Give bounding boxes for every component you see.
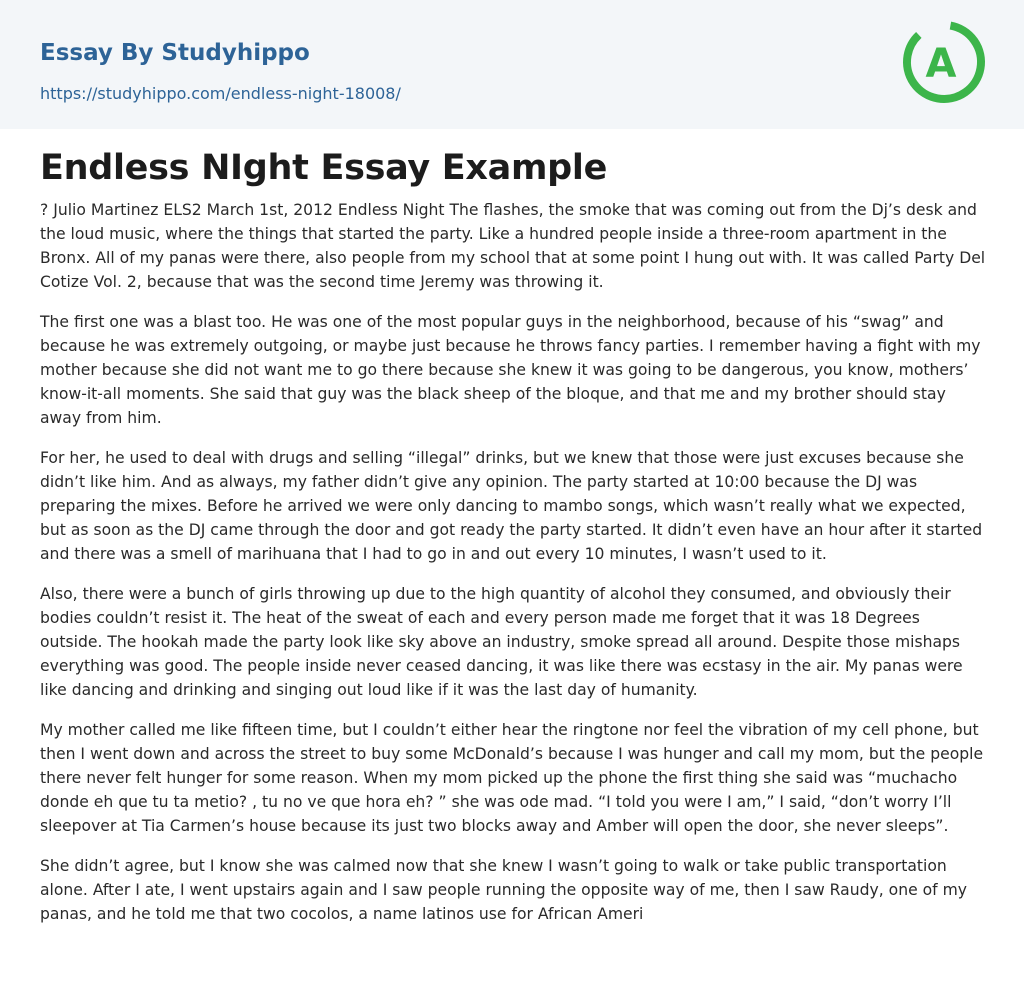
source-url-link[interactable]: https://studyhippo.com/endless-night-18008/	[40, 84, 401, 103]
essay-paragraph: The first one was a blast too. He was one of the most popular guys in the neighborhood, because of his “swag” and because he was extremely outgoing, or maybe just because he throws fancy parties. I remember having a fight with my mother because she did not want me to go there because she knew it was going to be dangerous, you know, mothers’ know-it-all moments. She said that guy was the black sheep of the bloque, and that me and my brother should stay away from him.	[40, 313, 981, 427]
studyhippo-logo[interactable]	[896, 14, 992, 110]
essay-paragraph: Also, there were a bunch of girls throwing up due to the high quantity of alcohol they consumed, and obviously their bodies couldn’t resist it. The heat of the sweat of each and every person made me forget that it was 18 Degrees outside. The hookah made the party look like sky above an industry, smoke spread all around. Despite those mishaps everything was good. The people inside never ceased dancing, it was like there was ecstasy in the air. My panas were like dancing and drinking and singing out loud like if it was the last day of humanity.	[40, 585, 963, 699]
page-title: Endless NIght Essay Example	[40, 148, 608, 188]
essay-paragraph: ? Julio Martinez ELS2 March 1st, 2012 Endless Night The flashes, the smoke that was coming out from the Dj’s desk and the loud music, where the things that started the party. Like a hundred people inside a three-room apartment in the Bronx. All of my panas were there, also people from my school that at some point I hung out with. It was called Party Del Cotize Vol. 2, because that was the second time Jeremy was throwing it.	[40, 201, 986, 291]
logo-ring-icon	[896, 14, 992, 110]
site-header	[0, 0, 1024, 129]
essay-paragraph: She didn’t agree, but I know she was calmed now that she knew I wasn’t going to walk or take public transportation alone. After I ate, I went upstairs again and I saw people running the opposite way of me, then I saw Raudy, one of my panas, and he told me that two cocolos, a name latinos use for African Ameri	[40, 857, 968, 923]
essay-paragraph: For her, he used to deal with drugs and selling “illegal” drinks, but we knew that those were just excuses because she didn’t like him. And as always, my father didn’t give any opinion. The party started at 10:00 because the DJ was preparing the mixes. Before he arrived we were only dancing to mambo songs, which wasn’t really what we expected, but as soon as the DJ came through the door and got ready the party started. It didn’t even have an hour after it started and there was a smell of marihuana that I had to go in and out every 10 minutes, I wasn’t used to it.	[40, 449, 983, 563]
essay-paragraph: My mother called me like fifteen time, but I couldn’t either hear the ringtone nor feel the vibration of my cell phone, but then I went down and across the street to buy some McDonald’s because I was hunger and call my mom, but the people there never felt hunger for some reason. When my mom picked up the phone the first thing she said was “muchacho donde eh que tu ta metio? , tu no ve que hora eh? ” she was ode mad. “I told you were I am,” I said, “don’t worry I’ll sleepover at Tia Carmen’s house because its just two blocks away and Amber will open the door, she never sleeps”.	[40, 721, 984, 835]
logo-letter: A	[925, 41, 957, 87]
essay-content	[40, 144, 986, 942]
brand-title: Essay By Studyhippo	[40, 40, 310, 66]
